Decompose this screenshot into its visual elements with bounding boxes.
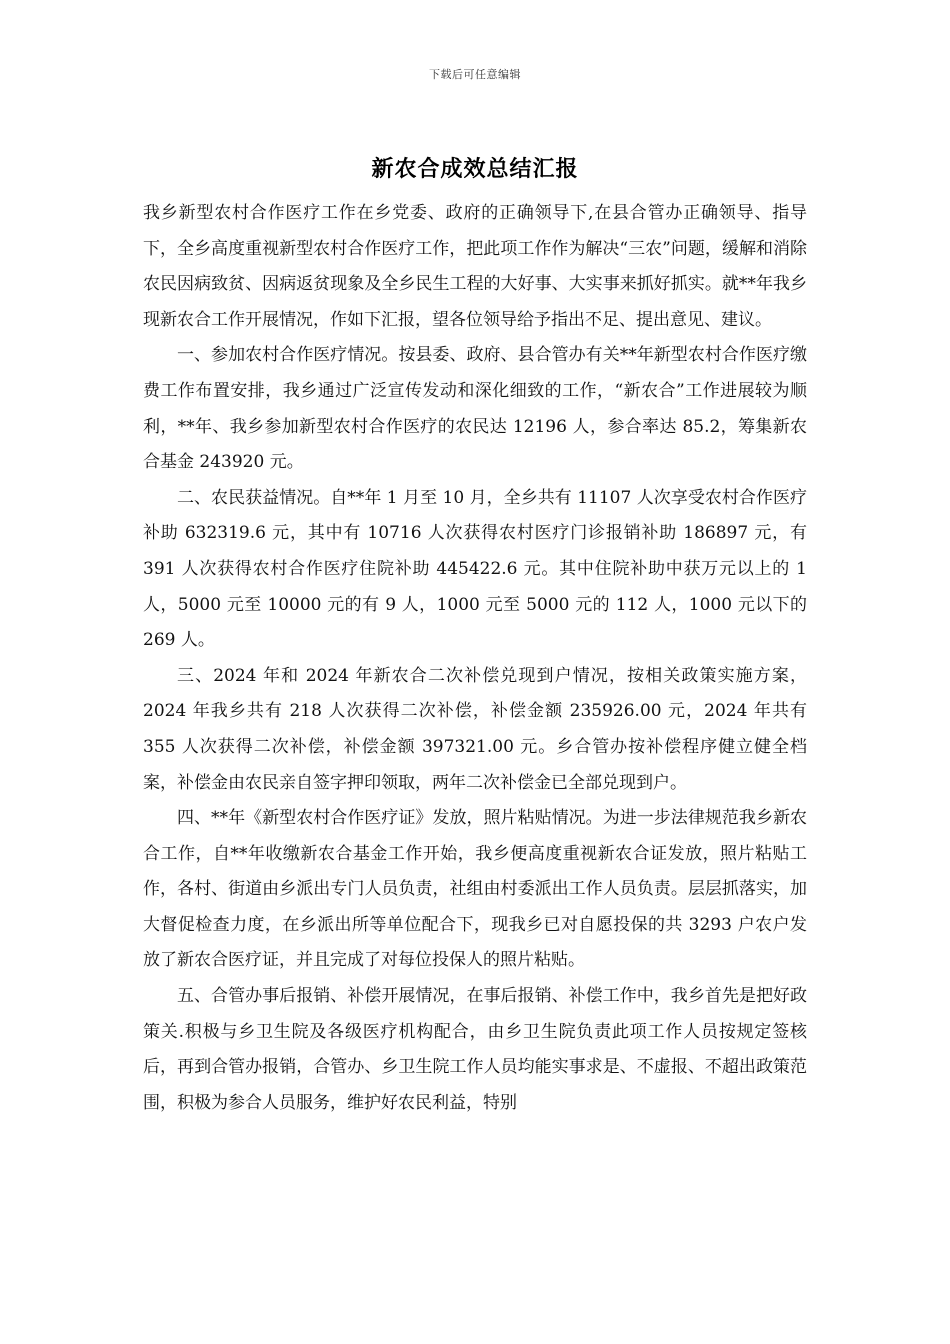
section-paragraph-1: 一、参加农村合作医疗情况。按县委、政府、县合管办有关**年新型农村合作医疗缴费工作布置安排，我乡通过广泛宣传发动和深化细致的工作，“新农合”工作进展较为顺利，**年、我乡参加新型农村合作医疗的农民达 12196 人，参合率达 85.2，筹集新农合基金 243920 元。 (143, 345, 807, 473)
section-paragraph-5: 五、合管办事后报销、补偿开展情况，在事后报销、补偿工作中，我乡首先是把好政策关.积极与乡卫生院及各级医疗机构配合，由乡卫生院负责此项工作人员按规定签核后，再到合管办报销，合管办、乡卫生院工作人员均能实事求是、不虚报、不超出政策范围，积极为参合人员服务，维护好农民利益，特别 (143, 986, 807, 1113)
document-title: 新农合成效总结汇报 (371, 156, 579, 182)
section-paragraph-2: 二、农民获益情况。自**年 1 月至 10 月，全乡共有 11107 人次享受农村合作医疗补助 632319.6 元，其中有 10716 人次获得农村医疗门诊报销补助 186897 元，有 391 人次获得农村合作医疗住院补助 445422.6 元。其中住院补助中获万元以上的 1 人，5000 元至 10000 元的有 9 人，1000 元至 5000 元的 112 人，1000 元以下的 269 人。 (143, 487, 807, 651)
header-note: 下载后可任意编辑 (429, 68, 521, 81)
section-paragraph-3: 三、2024 年和 2024 年新农合二次补偿兑现到户情况，按相关政策实施方案，2024 年我乡共有 218 人次获得二次补偿，补偿金额 235926.00 元，2024 年共有 355 人次获得二次补偿，补偿金额 397321.00 元。乡合管办按补偿程序健立健全档案，补偿金由农民亲自签字押印领取，两年二次补偿金已全部兑现到户。 (143, 665, 807, 793)
intro-paragraph: 我乡新型农村合作医疗工作在乡党委、政府的正确领导下,在县合管办正确领导、指导下，全乡高度重视新型农村合作医疗工作，把此项工作作为解决“三农”问题，缓解和消除农民因病致贫、因病返贫现象及全乡民生工程的大好事、大实事来抓好抓实。就**年我乡现新农合工作开展情况，作如下汇报，望各位领导给予指出不足、提出意见、建议。 (143, 203, 807, 330)
document-body (143, 196, 807, 1121)
section-paragraph-4: 四、**年《新型农村合作医疗证》发放，照片粘贴情况。为进一步法律规范我乡新农合工作，自**年收缴新农合基金工作开始，我乡便高度重视新农合证发放，照片粘贴工作，各村、街道由乡派出专门人员负责，社组由村委派出工作人员负责。层层抓落实，加大督促检查力度，在乡派出所等单位配合下，现我乡已对自愿投保的共 3293 户农户发放了新农合医疗证，并且完成了对每位投保人的照片粘贴。 (143, 808, 807, 971)
